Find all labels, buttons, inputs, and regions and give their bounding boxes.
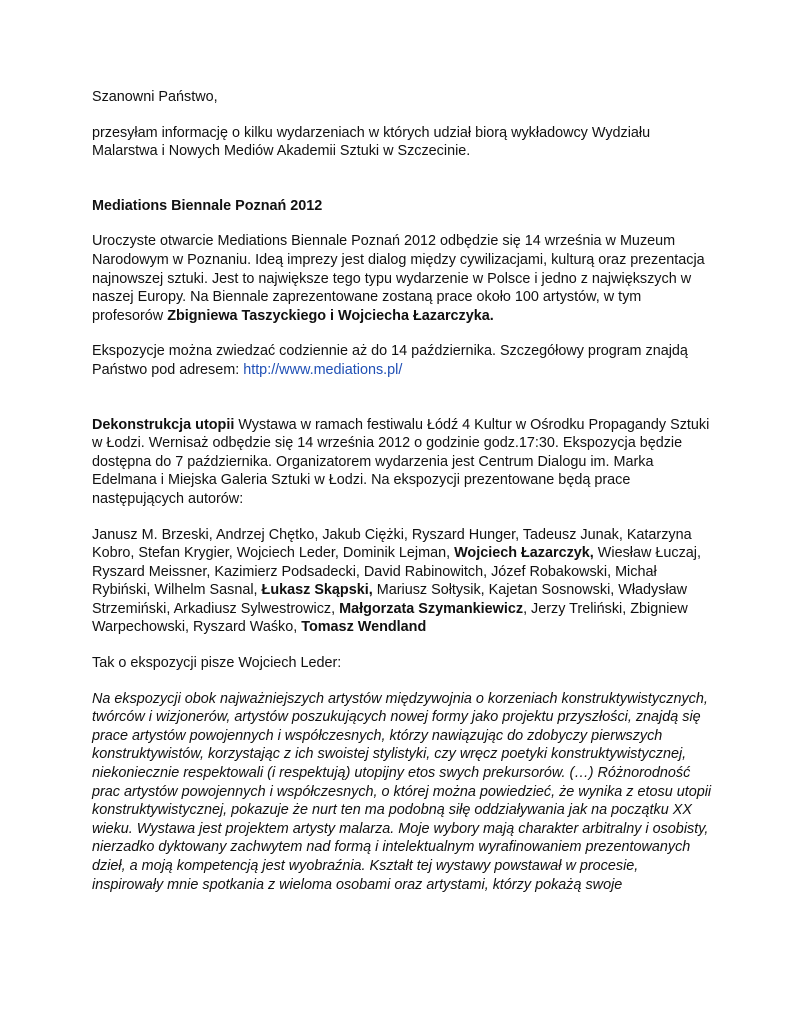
author-segment-bold: Łukasz Skąpski,: [261, 582, 373, 599]
mediations-paragraph: [92, 232, 712, 325]
mediations-heading: Mediations Biennale Poznań 2012: [92, 197, 323, 214]
author-segment: Wiesław Łuczaj, Ryszard Meissner, Kazimierz Podsadecki, David Rabinowitch, Józef Robakowski, Michał Rybiński, Wilhelm Sasnal,: [92, 545, 701, 599]
intro-paragraph: przesyłam informację o kilku wydarzeniach w których udział biorą wykładowcy Wydziału Malarstwa i Nowych Mediów Akademii Sztuki w Szczecinie.: [92, 124, 651, 160]
document-page: [92, 88, 712, 894]
mediations-professors: Zbigniewa Taszyckiego i Wojciecha Łazarczyka.: [167, 307, 494, 324]
mediations-text: Uroczyste otwarcie Mediations Biennale Poznań 2012 odbędzie się 14 września w Muzeum Narodowym w Poznaniu. Ideą imprezy jest dialog między cywilizacjami, kulturą oraz prezentacja najnowszej sztuki. Jest to największe tego typu wydarzenie w Polsce i jedno z największych w naszej Europy. Na Biennale zaprezentowane zostaną prace około 100 artystów, w tym profesorów: [92, 233, 705, 324]
greeting: Szanowni Państwo,: [92, 89, 218, 105]
authors-list: [92, 526, 712, 638]
author-segment: , Jerzy Treliński, Zbigniew Warpechowski, Ryszard Waśko,: [92, 600, 688, 636]
author-segment-bold: Małgorzata Szymankiewicz: [339, 600, 524, 617]
dekonstrukcja-title: Dekonstrukcja utopii: [92, 416, 235, 433]
dekonstrukcja-description: Wystawa w ramach festiwalu Łódź 4 Kultur w Ośrodku Propagandy Sztuki w Łodzi. Wernisaż odbędzie się 14 września 2012 o godzinie godz.17:30. Ekspozycja będzie dostępna do 7 października. Organizatorem wydarzenia jest Centrum Dialogu im. Marka Edelmana i Miejska Galeria Sztuki w Łodzi. Na ekspozycji prezentowane będą prace następujących autorów:: [92, 416, 710, 507]
mediations-program-text: Ekspozycje można zwiedzać codziennie aż do 14 października. Szczegółowy program znajdą Państwo pod adresem:: [92, 343, 688, 378]
author-segment: Mariusz Sołtysik, Kajetan Sosnowski, Władysław Strzemiński, Arkadiusz Sylwestrowicz,: [92, 582, 688, 617]
quote-paragraph: Na ekspozycji obok najważniejszych artystów międzywojnia o korzeniach konstruktywistycznych, twórców i wizjonerów, artystów poszukujących nowej formy jako projektu przyszłości, znajdą się prace artystów powojennych i współczesnych, którzy nawiązując do zdobyczy pierwszych konstruktywistów, korzystając z ich swoistej stylistyki, czy wręcz poetyki konstruktywistycznej, niekoniecznie respektowali (i respektują) utopijny etos swych prekursorów. (…) Różnorodność prac artystów powojennych i współczesnych, o której można powiedzieć, że wynika z etosu utopii konstruktywistycznej, pokazuje że nurt ten ma podobną siłę oddziaływania jak na początku XX wieku. Wystawa jest projektem artysty malarza. Moje wybory mają charakter arbitralny i osobisty, nierzadko dyktowany zachwytem nad formą i intelektualnym wyrafinowaniem prezentowanych dzieł, a moją kompetencją jest wyobraźnia. Kształt tej wystawy powstawał w procesie, inspirowały mnie spotkania z wieloma osobami oraz artystami, którzy pokażą swoje: [92, 690, 712, 893]
mediations-program-paragraph: [92, 342, 712, 379]
author-segment: Janusz M. Brzeski, Andrzej Chętko, Jakub Ciężki, Ryszard Hunger, Tadeusz Junak, Katarzyna Kobro, Stefan Krygier, Wojciech Leder, Dominik Lejman,: [92, 526, 692, 562]
author-segment-bold: Wojciech Łazarczyk,: [454, 545, 594, 562]
author-segment-bold: Tomasz Wendland: [301, 619, 427, 636]
mediations-link[interactable]: http://www.mediations.pl/: [243, 361, 403, 378]
dekonstrukcja-paragraph: [92, 416, 712, 509]
quote-intro: Tak o ekspozycji pisze Wojciech Leder:: [92, 655, 342, 672]
